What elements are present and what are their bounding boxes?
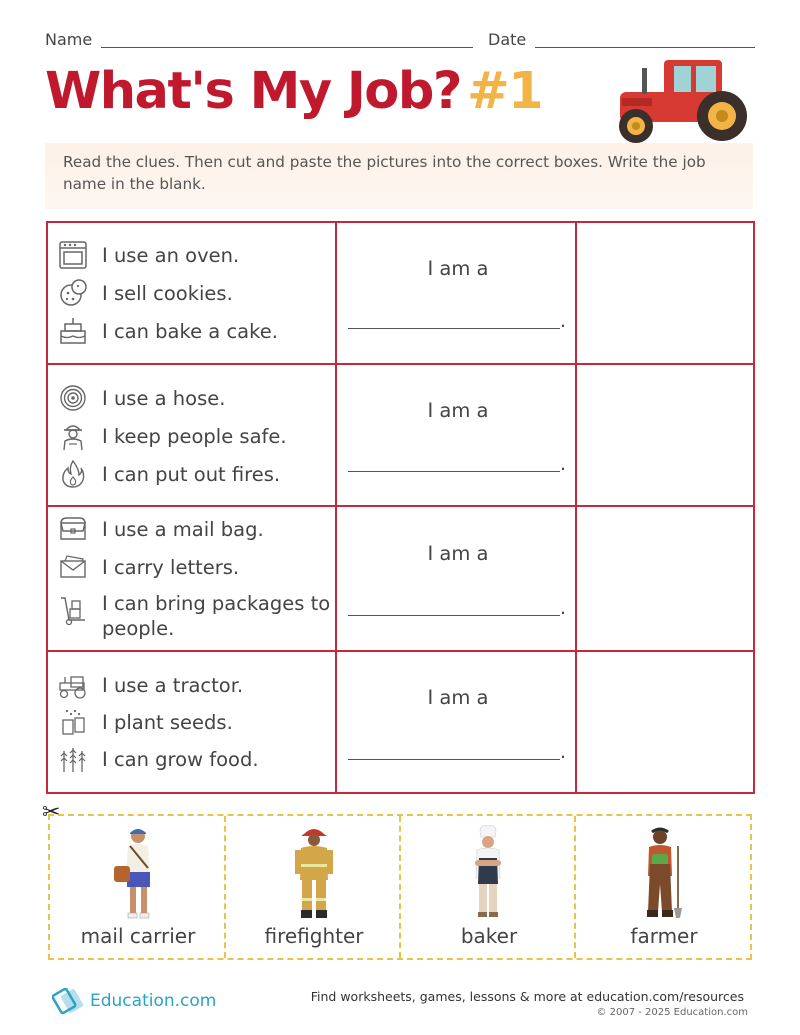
clue-item (56, 668, 243, 702)
clue-text: I use an oven. (102, 243, 240, 267)
firefighter-icon (56, 419, 90, 453)
answer-prompt: I am a (427, 686, 489, 709)
name-date-row (45, 30, 755, 52)
answer-prompt: I am a (427, 542, 489, 565)
clue-item (56, 238, 239, 272)
clue-item (56, 550, 239, 584)
farmer-figure[interactable] (632, 824, 692, 924)
hand-truck-icon (56, 593, 90, 627)
clue-item (56, 381, 225, 415)
clue-table (46, 221, 755, 794)
title-number: #1 (466, 62, 543, 121)
tractor-illustration (612, 54, 750, 144)
brand-logo[interactable] (52, 984, 216, 1018)
answer-blank[interactable] (348, 471, 560, 472)
instructions-box: Read the clues. Then cut and paste the pictures into the correct boxes. Write the job name in the blank. (45, 143, 753, 209)
cake-icon (56, 314, 90, 348)
mail-bag-icon (56, 512, 90, 546)
answer-blank[interactable] (348, 328, 560, 329)
answer-prompt: I am a (427, 257, 489, 280)
clue-text: I can bake a cake. (102, 319, 278, 343)
clue-text: I plant seeds. (102, 710, 233, 734)
footer-tagline: Find worksheets, games, lessons & more at education.com/resources (310, 989, 744, 1004)
cutout-label: mail carrier (80, 924, 196, 948)
clue-item (56, 742, 259, 776)
clue-text: I sell cookies. (102, 281, 233, 305)
brand-name: Education.com (90, 991, 217, 1011)
clue-text: I use a hose. (102, 386, 226, 410)
paste-box[interactable] (577, 223, 753, 363)
answer-prompt: I am a (427, 399, 489, 422)
mail-carrier-figure[interactable] (108, 824, 168, 924)
footer-copyright: © 2007 - 2025 Education.com (596, 1007, 748, 1018)
answer-blank[interactable] (348, 615, 560, 616)
seeds-icon (56, 705, 90, 739)
education-logo-icon (52, 985, 84, 1017)
clue-item (56, 314, 278, 348)
baker-figure[interactable] (458, 824, 518, 924)
clue-text: I use a mail bag. (102, 517, 264, 541)
clue-item (56, 512, 264, 546)
paste-box[interactable] (577, 507, 753, 650)
answer-period: . (560, 741, 567, 763)
cookie-icon (56, 276, 90, 310)
clue-text: I can grow food. (102, 747, 259, 771)
answer-period: . (560, 310, 567, 332)
oven-icon (56, 238, 90, 272)
clue-text: I can put out fires. (102, 462, 281, 486)
paste-box[interactable] (577, 652, 753, 792)
paste-box[interactable] (577, 365, 753, 505)
page-title (45, 62, 542, 132)
clue-text: I can bring packages to people. (102, 592, 331, 640)
firefighter-figure[interactable] (284, 824, 344, 924)
answer-blank[interactable] (348, 759, 560, 760)
flame-icon (56, 457, 90, 491)
hose-icon (56, 381, 90, 415)
cutout-label: baker (460, 924, 518, 948)
clue-item (56, 705, 233, 739)
cutout-strip (48, 814, 752, 960)
title-main: What's My Job? (45, 62, 461, 121)
envelope-icon (56, 550, 90, 584)
date-label: Date (488, 30, 527, 49)
clue-text: I carry letters. (102, 555, 240, 579)
date-line[interactable] (535, 47, 755, 48)
clue-text: I keep people safe. (102, 424, 287, 448)
answer-period: . (560, 453, 567, 475)
column-divider (335, 221, 337, 794)
name-line[interactable] (101, 47, 473, 48)
clue-item (56, 276, 233, 310)
clue-item (56, 419, 287, 453)
answer-period: . (560, 597, 567, 619)
scissors-icon: ✂ (42, 800, 61, 825)
name-label: Name (45, 30, 93, 49)
tractor-icon (56, 668, 90, 702)
cutout-label: farmer (630, 924, 698, 948)
wheat-icon (56, 742, 90, 776)
clue-text: I use a tractor. (102, 673, 244, 697)
clue-item (56, 591, 332, 641)
cutout-label: firefighter (264, 924, 364, 948)
clue-item (56, 457, 280, 491)
